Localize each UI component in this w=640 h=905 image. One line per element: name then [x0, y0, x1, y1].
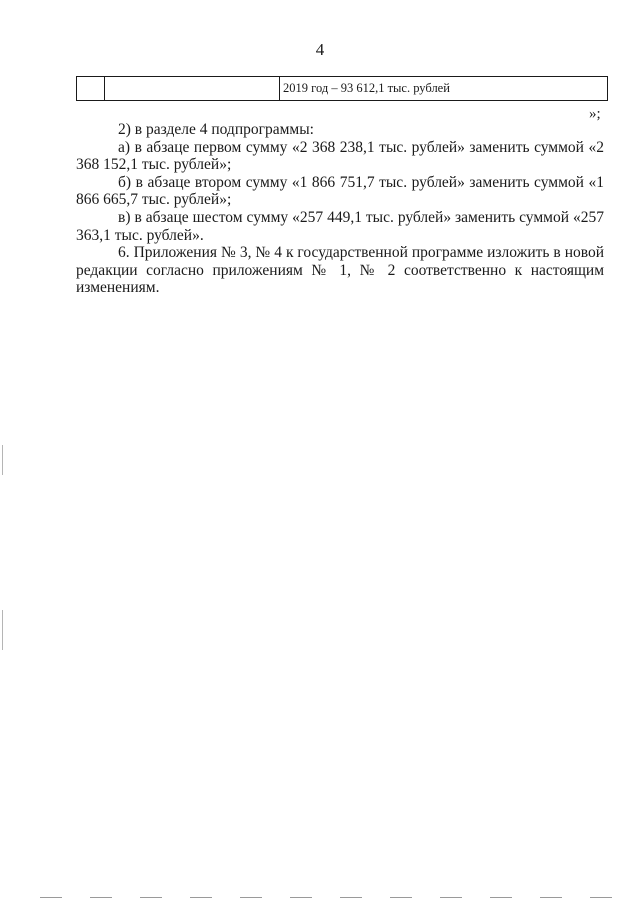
scan-edge-mark-upper — [2, 445, 3, 475]
scan-bottom-edge-marks — [40, 897, 620, 901]
table-cell-empty-2 — [105, 77, 280, 100]
document-body — [76, 121, 604, 297]
scan-edge-mark-lower — [2, 610, 3, 650]
table-cell-empty-1 — [77, 77, 105, 100]
paragraph-item-v: в) в абзаце шестом сумму «257 449,1 тыс. рублей» заменить суммой «257 363,1 тыс. рублей». — [76, 208, 604, 244]
table-cell-funding-2019: 2019 год – 93 612,1 тыс. рублей — [283, 81, 450, 95]
paragraph-item-a: а) в абзаце первом сумму «2 368 238,1 тыс. рублей» заменить суммой «2 368 152,1 тыс. рублей»; — [76, 138, 604, 174]
table-row — [76, 76, 608, 101]
paragraph-item-b: б) в абзаце втором сумму «1 866 751,7 тыс. рублей» заменить суммой «1 866 665,7 тыс. рублей»; — [76, 173, 604, 209]
closing-quote-mark: »; — [589, 106, 601, 122]
paragraph-section-4-heading: 2) в разделе 4 подпрограммы: — [118, 121, 314, 138]
paragraph-item-6: 6. Приложения № 3, № 4 к государственной программе изложить в новой редакции согласно приложениям № 1, № 2 соответственно к настоящим изменениям. — [76, 244, 604, 297]
page-number: 4 — [315, 40, 325, 59]
